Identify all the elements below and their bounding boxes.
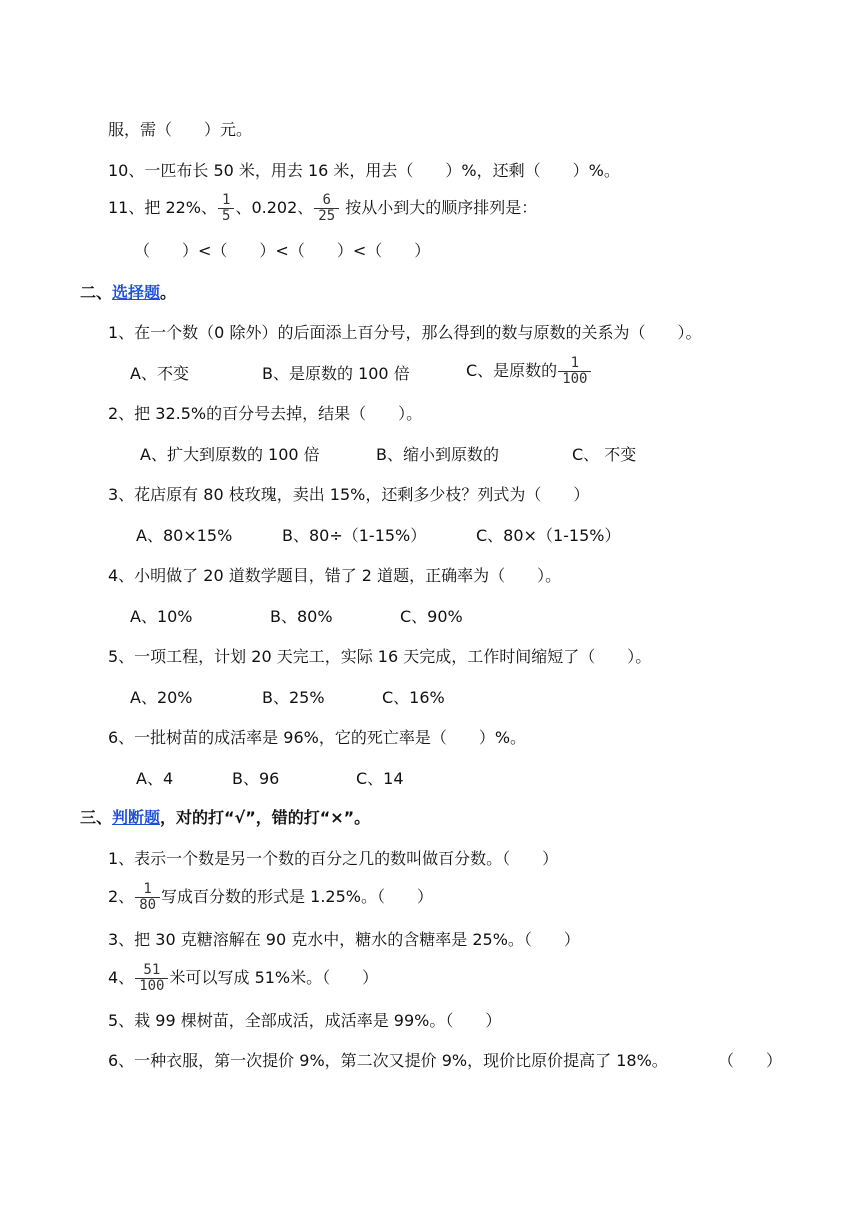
choice-q1-a: A、不变 [130, 364, 189, 383]
q9-continuation: 服，需（ ）元。 [108, 120, 253, 139]
choice-q2-b: B、缩小到原数的 [376, 445, 499, 464]
judge-q1: 1、表示一个数是另一个数的百分之几的数叫做百分数。（ ） [108, 849, 559, 868]
fraction-1-100: $\frac{1}{100}$ [560, 356, 589, 387]
q11-mid: 、0.202、 [235, 198, 314, 217]
choice-q5-b: B、25% [262, 688, 325, 707]
choice-q2-a: A、扩大到原数的 100 倍 [140, 445, 320, 464]
choice-q3-a: A、80×15% [136, 526, 233, 545]
section-3-heading: 三、判断题，对的打“√”，错的打“×”。 [80, 808, 371, 827]
q11-order-blanks: （ ）<（ ）<（ ）<（ ） [134, 241, 431, 260]
fraction-1-5: $\frac{1}{5}$ [220, 193, 232, 224]
choice-q2: 2、把 32.5%的百分号去掉，结果（ ）。 [108, 404, 423, 423]
fraction-1-80: $\frac{1}{80}$ [137, 882, 158, 913]
choice-q6-a: A、4 [136, 769, 174, 788]
choice-q3: 3、花店原有 80 枝玫瑰，卖出 15%，还剩多少枝？列式为（ ） [108, 485, 590, 504]
judge-q6-blank: （ ） [718, 1051, 783, 1070]
choice-q3-b: B、80÷（1-15%） [282, 526, 427, 545]
choice-q1-b: B、是原数的 100 倍 [262, 364, 410, 383]
question-11 [108, 193, 537, 224]
choice-q3-c: C、80×（1-15%） [476, 526, 621, 545]
choice-q5-c: C、16% [382, 688, 445, 707]
choice-q5: 5、一项工程，计划 20 天完工，实际 16 天完成，工作时间缩短了（ ）。 [108, 647, 652, 666]
choice-q4-b: B、80% [270, 607, 333, 626]
choice-q6-b: B、96 [232, 769, 280, 788]
judge-q3: 3、把 30 克糖溶解在 90 克水中，糖水的含糖率是 25%。（ ） [108, 930, 580, 949]
fraction-6-25: $\frac{6}{25}$ [316, 193, 337, 224]
choice-q5-a: A、20% [130, 688, 193, 707]
q11-prefix: 11、把 22%、 [108, 198, 218, 217]
question-10: 10、一匹布长 50 米，用去 16 米，用去（ ）%，还剩（ ）%。 [108, 161, 620, 180]
section-2-link[interactable]: 选择题 [112, 283, 161, 302]
choice-q1: 1、在一个数（0 除外）的后面添上百分号，那么得到的数与原数的关系为（ ）。 [108, 323, 702, 342]
section-2-heading: 二、选择题。 [80, 283, 177, 302]
choice-q4-a: A、10% [130, 607, 193, 626]
choice-q4: 4、小明做了 20 道数学题目，错了 2 道题，正确率为（ ）。 [108, 566, 562, 585]
choice-q6-c: C、14 [356, 769, 404, 788]
choice-q2-c: C、 不变 [572, 445, 637, 464]
judge-q2: 2、 $\frac{1}{80}$ 写成百分数的形式是 1.25%。（ ） [108, 881, 433, 913]
choice-q6: 6、一批树苗的成活率是 96%，它的死亡率是（ ）%。 [108, 728, 527, 747]
section-3-link[interactable]: 判断题 [112, 808, 161, 827]
judge-q4: 4、 $\frac{51}{100}$ 米可以写成 51%米。（ ） [108, 962, 379, 994]
choice-q1-c: C、是原数的 $\frac{1}{100}$ [466, 356, 592, 387]
choice-q4-c: C、90% [400, 607, 463, 626]
fraction-51-100: $\frac{51}{100}$ [137, 963, 166, 994]
q11-suffix: 按从小到大的顺序排列是： [340, 198, 538, 217]
judge-q5: 5、栽 99 棵树苗，全部成活，成活率是 99%。（ ） [108, 1011, 502, 1030]
judge-q6: 6、一种衣服，第一次提价 9%，第二次又提价 9%，现价比原价提高了 18%。 [108, 1051, 668, 1070]
